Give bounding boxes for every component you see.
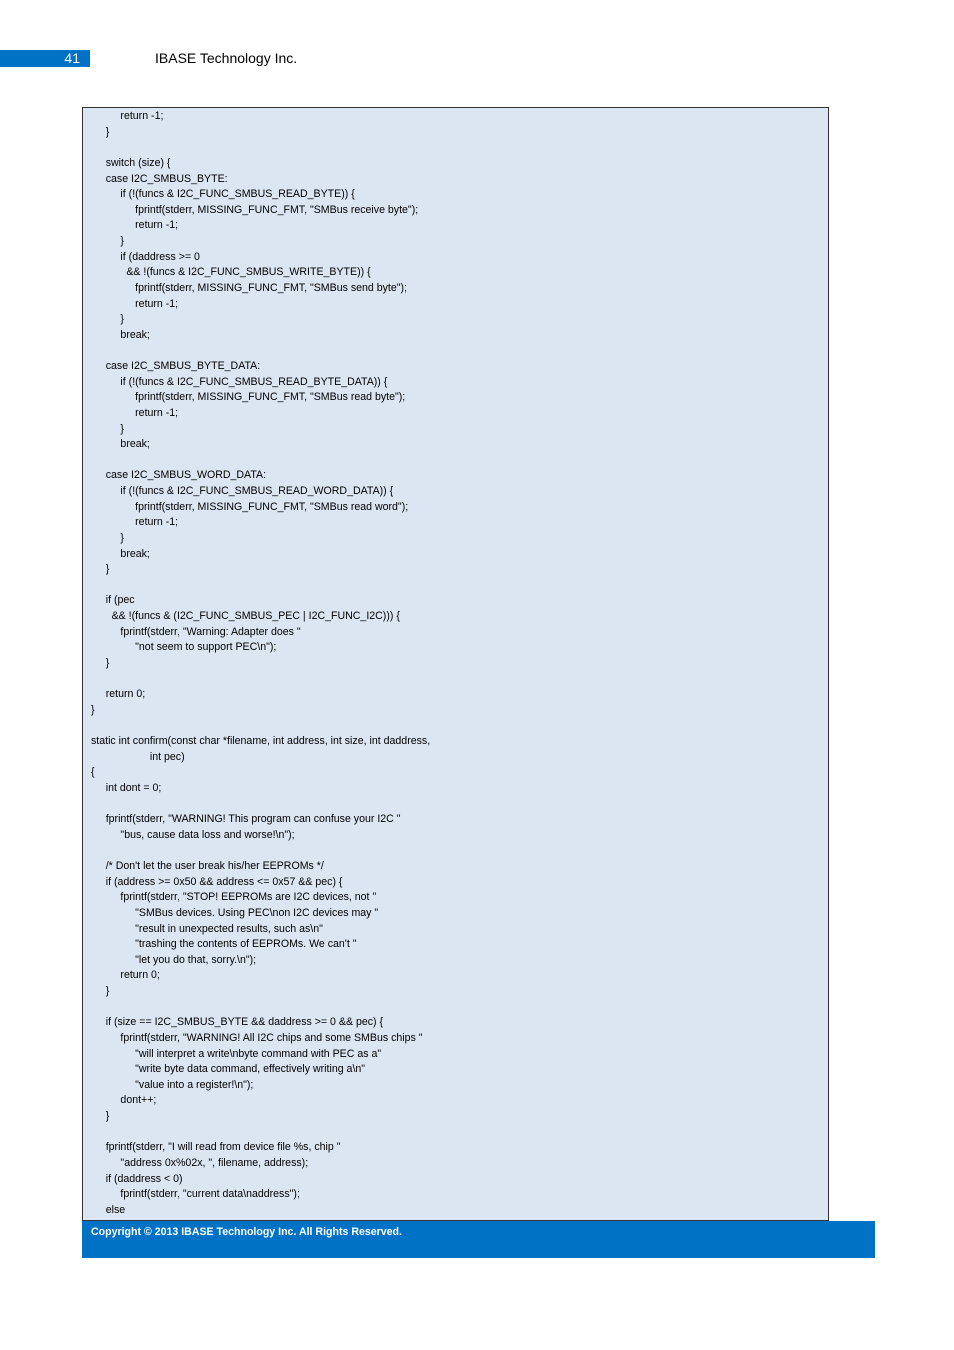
copyright-text: Copyright © 2013 IBASE Technology Inc. All Rights Reserved.: [91, 1226, 402, 1238]
code-line: int dont = 0;: [91, 781, 162, 794]
code-line: "let you do that, sorry.\n");: [91, 953, 257, 966]
code-line: fprintf(stderr, "WARNING! This program can confuse your I2C ": [91, 813, 401, 826]
code-line: }: [91, 656, 110, 669]
code-line: return -1;: [91, 297, 179, 310]
code-line: "will interpret a write\nbyte command with PEC as a": [91, 1047, 382, 1060]
code-line: switch (size) {: [91, 156, 171, 169]
footer-bar: [82, 1221, 875, 1258]
code-line: if (!(funcs & I2C_FUNC_SMBUS_READ_WORD_DATA)) {: [91, 485, 394, 497]
company-name: IBASE Technology Inc.: [155, 50, 298, 66]
code-line: "write byte data command, effectively writing a\n": [91, 1063, 366, 1076]
code-line: }: [91, 985, 110, 997]
code-line: if (!(funcs & I2C_FUNC_SMBUS_READ_BYTE_DATA)) {: [91, 375, 388, 388]
code-line: return -1;: [91, 219, 179, 232]
code-line: break;: [91, 438, 150, 451]
code-line: "trashing the contents of EEPROMs. We can't ": [91, 938, 357, 951]
code-line: int pec): [91, 750, 185, 763]
code-line: && !(funcs & (I2C_FUNC_SMBUS_PEC | I2C_FUNC_I2C))) {: [91, 610, 400, 622]
page-number: 41: [0, 50, 90, 67]
code-line: "bus, cause data loss and worse!\n");: [91, 828, 295, 841]
code-line: dont++;: [91, 1094, 157, 1107]
code-line: "value into a register!\n");: [91, 1078, 254, 1091]
code-line: "address 0x%02x, ", filename, address);: [91, 1156, 309, 1169]
code-line: fprintf(stderr, "current data\naddress");: [91, 1188, 300, 1201]
code-line: fprintf(stderr, "STOP! EEPROMs are I2C devices, not ": [91, 891, 377, 904]
code-line: {: [91, 766, 95, 779]
code-line: return -1;: [91, 406, 179, 419]
code-line: fprintf(stderr, MISSING_FUNC_FMT, "SMBus send byte");: [91, 281, 407, 294]
code-line: return 0;: [91, 688, 146, 701]
code-line: /* Don't let the user break his/her EEPROMs */: [91, 860, 324, 872]
code-line: break;: [91, 547, 150, 560]
code-line: }: [91, 563, 110, 576]
code-line: fprintf(stderr, "I will read from device file %s, chip ": [91, 1141, 341, 1154]
code-line: }: [91, 235, 124, 247]
code-line: else: [91, 1203, 126, 1216]
code-line: "SMBus devices. Using PEC\non I2C devices may ": [91, 906, 379, 919]
code-line: fprintf(stderr, MISSING_FUNC_FMT, "SMBus read byte");: [91, 391, 406, 404]
code-line: && !(funcs & I2C_FUNC_SMBUS_WRITE_BYTE)) {: [91, 266, 371, 279]
code-line: fprintf(stderr, MISSING_FUNC_FMT, "SMBus receive byte");: [91, 203, 419, 216]
code-line: }: [91, 313, 124, 326]
code-line: static int confirm(const char *filename, int address, int size, int daddress,: [91, 735, 431, 747]
code-line: fprintf(stderr, "WARNING! All I2C chips and some SMBus chips ": [91, 1031, 423, 1044]
code-line: }: [91, 703, 95, 716]
code-line: }: [91, 1110, 110, 1122]
code-line: case I2C_SMBUS_BYTE_DATA:: [91, 360, 261, 372]
code-line: return 0;: [91, 969, 160, 982]
code-line: }: [91, 125, 110, 138]
code-line: return -1;: [91, 110, 164, 122]
code-line: "not seem to support PEC\n");: [91, 641, 277, 654]
code-line: if (!(funcs & I2C_FUNC_SMBUS_READ_BYTE)) {: [91, 188, 355, 201]
code-line: "result in unexpected results, such as\n": [91, 922, 323, 935]
code-line: if (daddress >= 0: [91, 250, 200, 263]
code-line: if (pec: [91, 594, 135, 607]
code-line: fprintf(stderr, MISSING_FUNC_FMT, "SMBus read word");: [91, 500, 409, 513]
code-line: if (size == I2C_SMBUS_BYTE && daddress >= 0 && pec) {: [91, 1016, 384, 1029]
code-line: return -1;: [91, 516, 179, 529]
code-line: break;: [91, 328, 150, 341]
code-listing: [82, 107, 829, 1221]
code-line: }: [91, 422, 124, 435]
code-line: if (daddress < 0): [91, 1172, 183, 1185]
code-line: case I2C_SMBUS_BYTE:: [91, 172, 228, 185]
code-line: if (address >= 0x50 && address <= 0x57 && pec) {: [91, 875, 343, 888]
code-line: fprintf(stderr, "Warning: Adapter does ": [91, 625, 301, 638]
code-text: [83, 108, 828, 1218]
code-line: case I2C_SMBUS_WORD_DATA:: [91, 469, 267, 482]
code-line: }: [91, 531, 124, 544]
